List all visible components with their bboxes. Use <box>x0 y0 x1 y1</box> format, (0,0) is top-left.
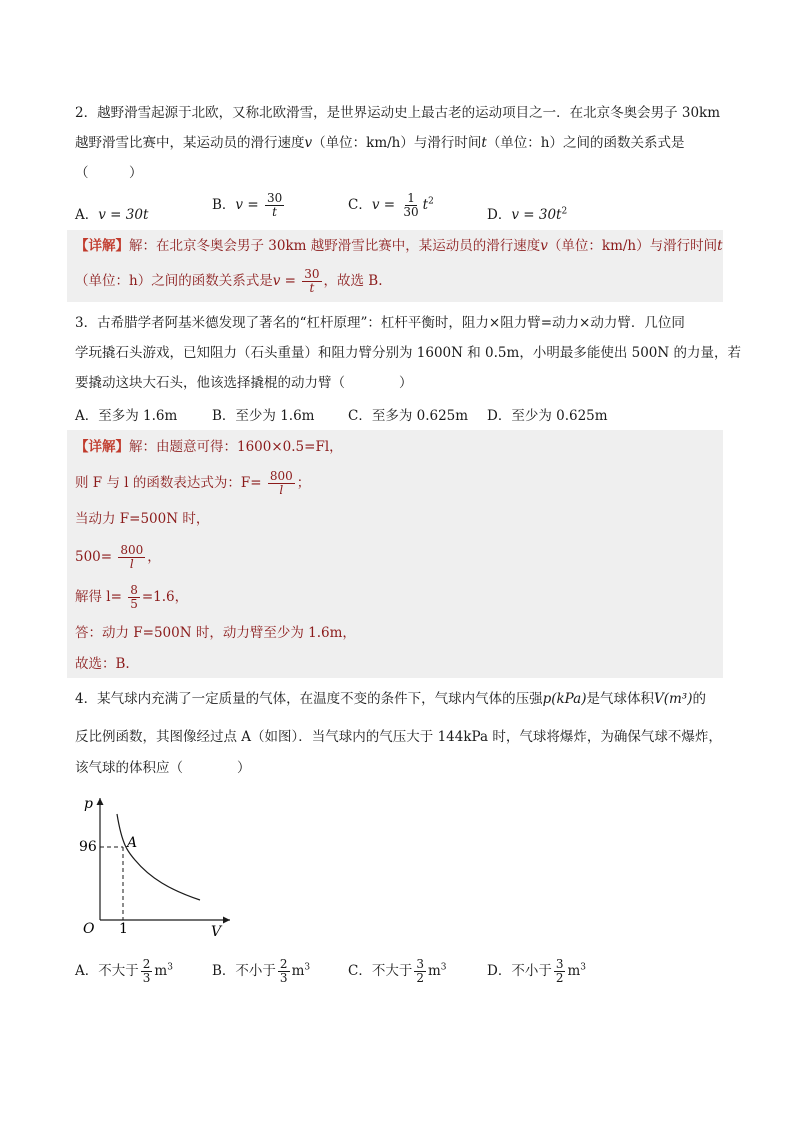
y-tick-label: 96 <box>79 839 97 855</box>
q3-detail-fraction1: $\frac{800}{l}$ <box>269 469 293 497</box>
q4-option-d[interactable]: D．不小于 $\frac{3}{2}$ $m^3$ <box>487 957 587 985</box>
q3-option-a[interactable]: A．至多为 1.6m <box>75 408 178 424</box>
q4-stem-line2: 反比例函数，其图像经过点 A（如图）．当气球内的气压大于 144kPa 时，气球将爆炸，为确保气球不爆炸， <box>75 729 722 745</box>
y-axis-label: p <box>84 796 93 812</box>
q3-detail-line4: 500= $\frac{800}{l}$ ， <box>75 543 161 571</box>
origin-label: O <box>83 921 95 937</box>
q3-option-b[interactable]: B．至少为 1.6m <box>212 408 315 424</box>
q3-stem-line3: 要撬动这块大石头，他该选择撬棍的动力臂（ ） <box>75 375 413 391</box>
x-tick-label: 1 <box>119 921 128 937</box>
q2-stem-line1: 2．越野滑雪起源于北欧，又称北欧滑雪，是世界运动史上最古老的运动项目之一．在北京冬奥会男子 30km <box>75 105 721 121</box>
q3-option-c[interactable]: C．至多为 0.625m <box>348 408 469 424</box>
q4-a-fraction: $\frac{2}{3}$ <box>142 957 151 985</box>
q3-detail-line2: 则 F 与 l 的函数表达式为：F= $\frac{800}{l}$ ； <box>75 469 311 497</box>
q3-detail-fraction3: $\frac{8}{5}$ <box>130 583 138 611</box>
q4-d-fraction: $\frac{3}{2}$ <box>555 957 564 985</box>
q3-detail-line3: 当动力 F=500N 时， <box>75 511 210 527</box>
q2-stem-line2: 越野滑雪比赛中，某运动员的滑行速度v（单位：km/h）与滑行时间t（单位：h）之间的函数关系式是 <box>75 135 685 151</box>
q4-stem-line3: 该气球的体积应（ ） <box>75 760 251 776</box>
x-axis-label: V <box>211 924 222 940</box>
q2-detail-line2: （单位：h）之间的函数关系式是v = $\frac{30}{t}$ ，故选 B. <box>75 267 383 295</box>
hyperbola-curve <box>117 814 200 900</box>
q2-c-fraction: $\frac{1}{30}$ <box>403 191 419 219</box>
q3-detail-line6: 答：动力 F=500N 时，动力臂至少为 1.6m， <box>75 625 356 641</box>
q4-c-fraction: $\frac{3}{2}$ <box>416 957 424 985</box>
q2-option-c[interactable]: C．v = $\frac{1}{30}$ $t^2$ <box>348 191 434 219</box>
q2-option-a[interactable]: A．v = 30t <box>75 207 149 223</box>
q4-inverse-graph <box>70 790 240 940</box>
point-a-label: A <box>127 835 138 851</box>
q2-b-fraction: $\frac{30}{t}$ <box>266 191 283 219</box>
q2-option-b[interactable]: B．v = $\frac{30}{t}$ <box>212 191 283 219</box>
q4-option-c[interactable]: C．不大于 $\frac{3}{2}$ $m^3$ <box>348 957 447 985</box>
q4-b-fraction: $\frac{2}{3}$ <box>279 957 288 985</box>
q3-detail-fraction2: $\frac{800}{l}$ <box>120 543 144 571</box>
q2-option-d[interactable]: D．$v = 30t^2$ <box>487 206 568 223</box>
q3-option-d[interactable]: D．至少为 0.625m <box>487 408 608 424</box>
q3-stem-line1: 3．古希腊学者阿基米德发现了著名的“杠杆原理”：杠杆平衡时，阻力×阻力臂=动力×动力臂．几位同 <box>75 315 685 331</box>
q3-detail-line5: 解得 l= $\frac{8}{5}$ =1.6， <box>75 583 189 611</box>
q4-option-b[interactable]: B．不小于 $\frac{2}{3}$ $m^3$ <box>212 957 311 985</box>
q2-answer-paren: （ ） <box>75 165 143 181</box>
q2-detail-fraction: $\frac{30}{t}$ <box>304 267 320 295</box>
q3-detail-line7: 故选：B. <box>75 656 130 672</box>
q3-detail-line1: 【详解】解：由题意可得：1600×0.5=Fl， <box>75 439 343 455</box>
q2-detail-line1: 【详解】解：在北京冬奥会男子 30km 越野滑雪比赛中，某运动员的滑行速度v（单位：km/h）与滑行时间t <box>75 238 723 254</box>
q3-stem-line2: 学玩撬石头游戏，已知阻力（石头重量）和阻力臂分别为 1600N 和 0.5m，小明最多能使出 500N 的力量，若 <box>75 345 741 361</box>
q4-stem-line1: 4．某气球内充满了一定质量的气体，在温度不变的条件下，气球内气体的压强p(kPa)是气球体积V(m³)的 <box>75 691 706 707</box>
q4-option-a[interactable]: A．不大于 $\frac{2}{3}$ $m^3$ <box>75 957 173 985</box>
